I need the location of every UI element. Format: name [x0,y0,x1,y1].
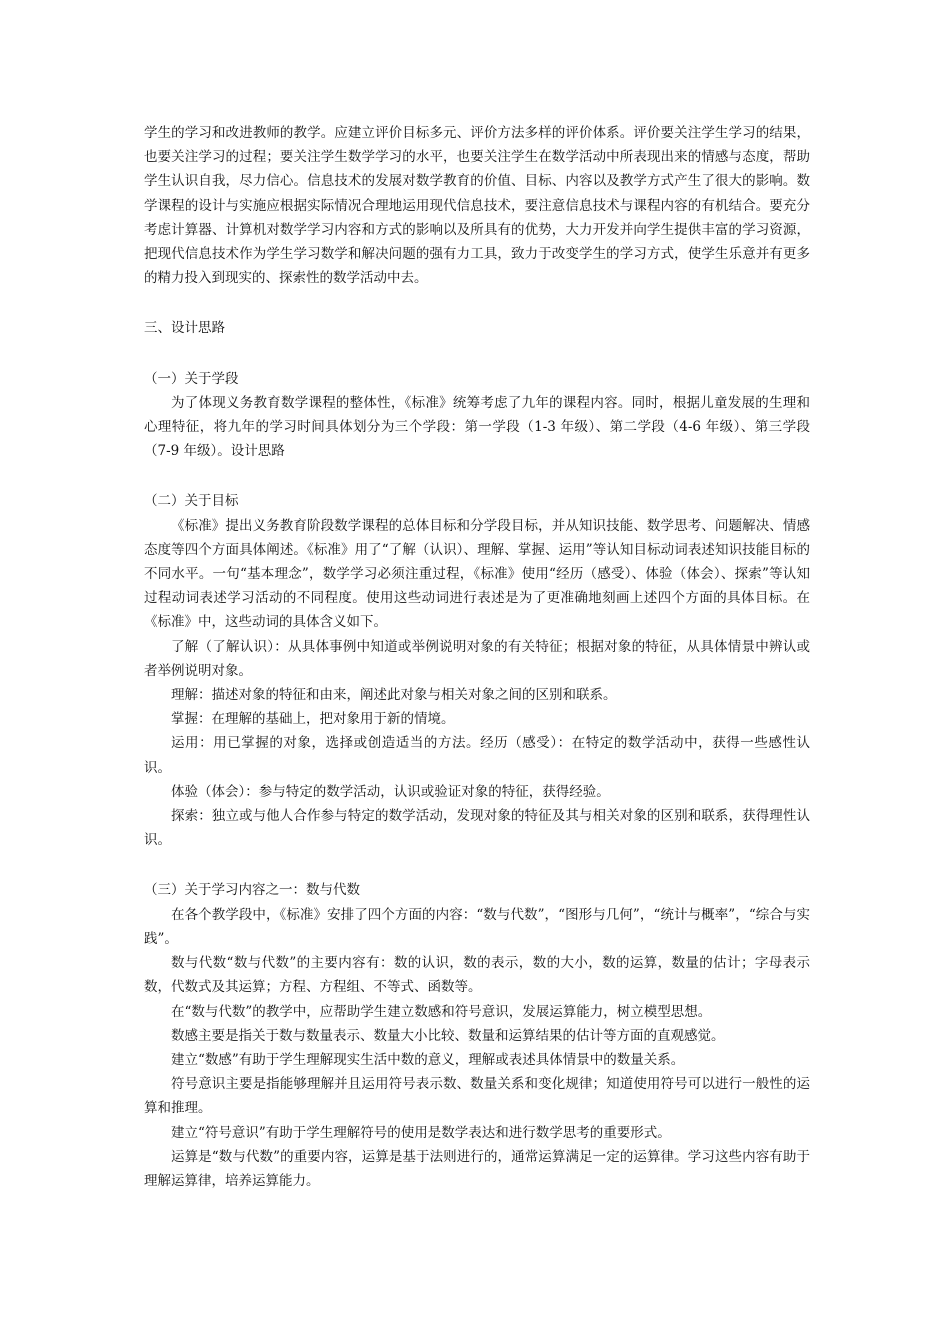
paragraph: 数与代数“数与代数”的主要内容有：数的认识，数的表示，数的大小，数的运算，数量的估计；字母表示数，代数式及其运算；方程、方程组、不等式、函数等。 [144,955,810,996]
paragraph: 在“数与代数”的教学中，应帮助学生建立数感和符号意识，发展运算能力，树立模型思想。 [171,1003,712,1020]
intro-paragraph: 学生的学习和改进教师的教学。应建立评价目标多元、评价方法多样的评价体系。评价要关注学生学习的结果，也要关注学习的过程；要关注学生数学学习的水平，也要关注学生在数学活动中所表现出来的情感与态度，帮助学生认识自我，尽力信心。信息技术的发展对数学教育的价值、目标、内容以及教学方式产生了很大的影响。数学课程的设计与实施应根据实际情况合理地运用现代信息技术，要注意信息技术与课程内容的有机结合。要充分考虑计算器、计算机对数学学习内容和方式的影响以及所具有的优势，大力开发并向学生提供丰富的学习资源，把现代信息技术作为学生学习数学和解决问题的强有力工具，致力于改变学生的学习方式，使学生乐意并有更多的精力投入到现实的、探索性的数学活动中去。 [144,125,810,287]
paragraph: 了解（了解认识）：从具体事例中知道或举例说明对象的有关特征；根据对象的特征，从具体情景中辨认或者举例说明对象。 [144,638,810,679]
paragraph: 建立“符号意识”有助于学生理解符号的使用是数学表达和进行数学思考的重要形式。 [171,1124,671,1141]
heading-goals: （二）关于目标 [144,493,239,510]
paragraph: 体验（体会）：参与特定的数学活动，认识或验证对象的特征，获得经验。 [171,783,610,800]
heading-number-algebra: （三）关于学习内容之一：数与代数 [144,882,360,899]
paragraph: 在各个教学段中，《标准》安排了四个方面的内容：“数与代数”，“图形与几何”，“统计与概率”，“综合与实践”。 [144,906,810,947]
paragraph: 探索：独立或与他人合作参与特定的数学活动，发现对象的特征及其与相关对象的区别和联系，获得理性认识。 [144,808,810,849]
paragraph: 数感主要是指关于数与数量表示、数量大小比较、数量和运算结果的估计等方面的直观感觉。 [171,1027,725,1044]
paragraph: 为了体现义务教育数学课程的整体性，《标准》统筹考虑了九年的课程内容。同时，根据儿童发展的生理和心理特征，将九年的学习时间具体划分为三个学段：第一学段（1-3 年级）、第二学段（4-6 年级）、第三学段（7-9 年级）。设计思路 [144,394,810,460]
paragraph: 符号意识主要是指能够理解并且运用符号表示数、数量关系和变化规律；知道使用符号可以进行一般性的运算和推理。 [144,1076,810,1117]
paragraph: 运算是“数与代数”的重要内容，运算是基于法则进行的，通常运算满足一定的运算律。学习这些内容有助于理解运算律，培养运算能力。 [144,1148,810,1189]
paragraph: 建立“数感”有助于学生理解现实生活中数的意义，理解或表述具体情景中的数量关系。 [171,1051,685,1068]
heading-stages: （一）关于学段 [144,370,239,387]
paragraph: 运用：用已掌握的对象，选择或创造适当的方法。经历（感受）：在特定的数学活动中，获得一些感性认识。 [144,735,810,776]
document-page [144,121,810,1193]
paragraph: 《标准》提出义务教育阶段数学课程的总体目标和分学段目标，并从知识技能、数学思考、问题解决、情感态度等四个方面具体阐述。《标准》用了“了解（认识）、理解、掌握、运用”等认知目标动词表述知识技能目标的不同水平。一句“基本理念”，数学学习必须注重过程，《标准》使用“经历（感受）、体验（体会）、探索”等认知过程动词表述学习活动的不同程度。使用这些动词进行表述是为了更准确地刻画上述四个方面的具体目标。在《标准》中，这些动词的具体含义如下。 [144,517,810,631]
paragraph: 理解：描述对象的特征和由来，阐述此对象与相关对象之间的区别和联系。 [171,687,617,704]
section-title-design-ideas: 三、设计思路 [144,320,225,337]
paragraph: 掌握：在理解的基础上，把对象用于新的情境。 [171,711,455,728]
